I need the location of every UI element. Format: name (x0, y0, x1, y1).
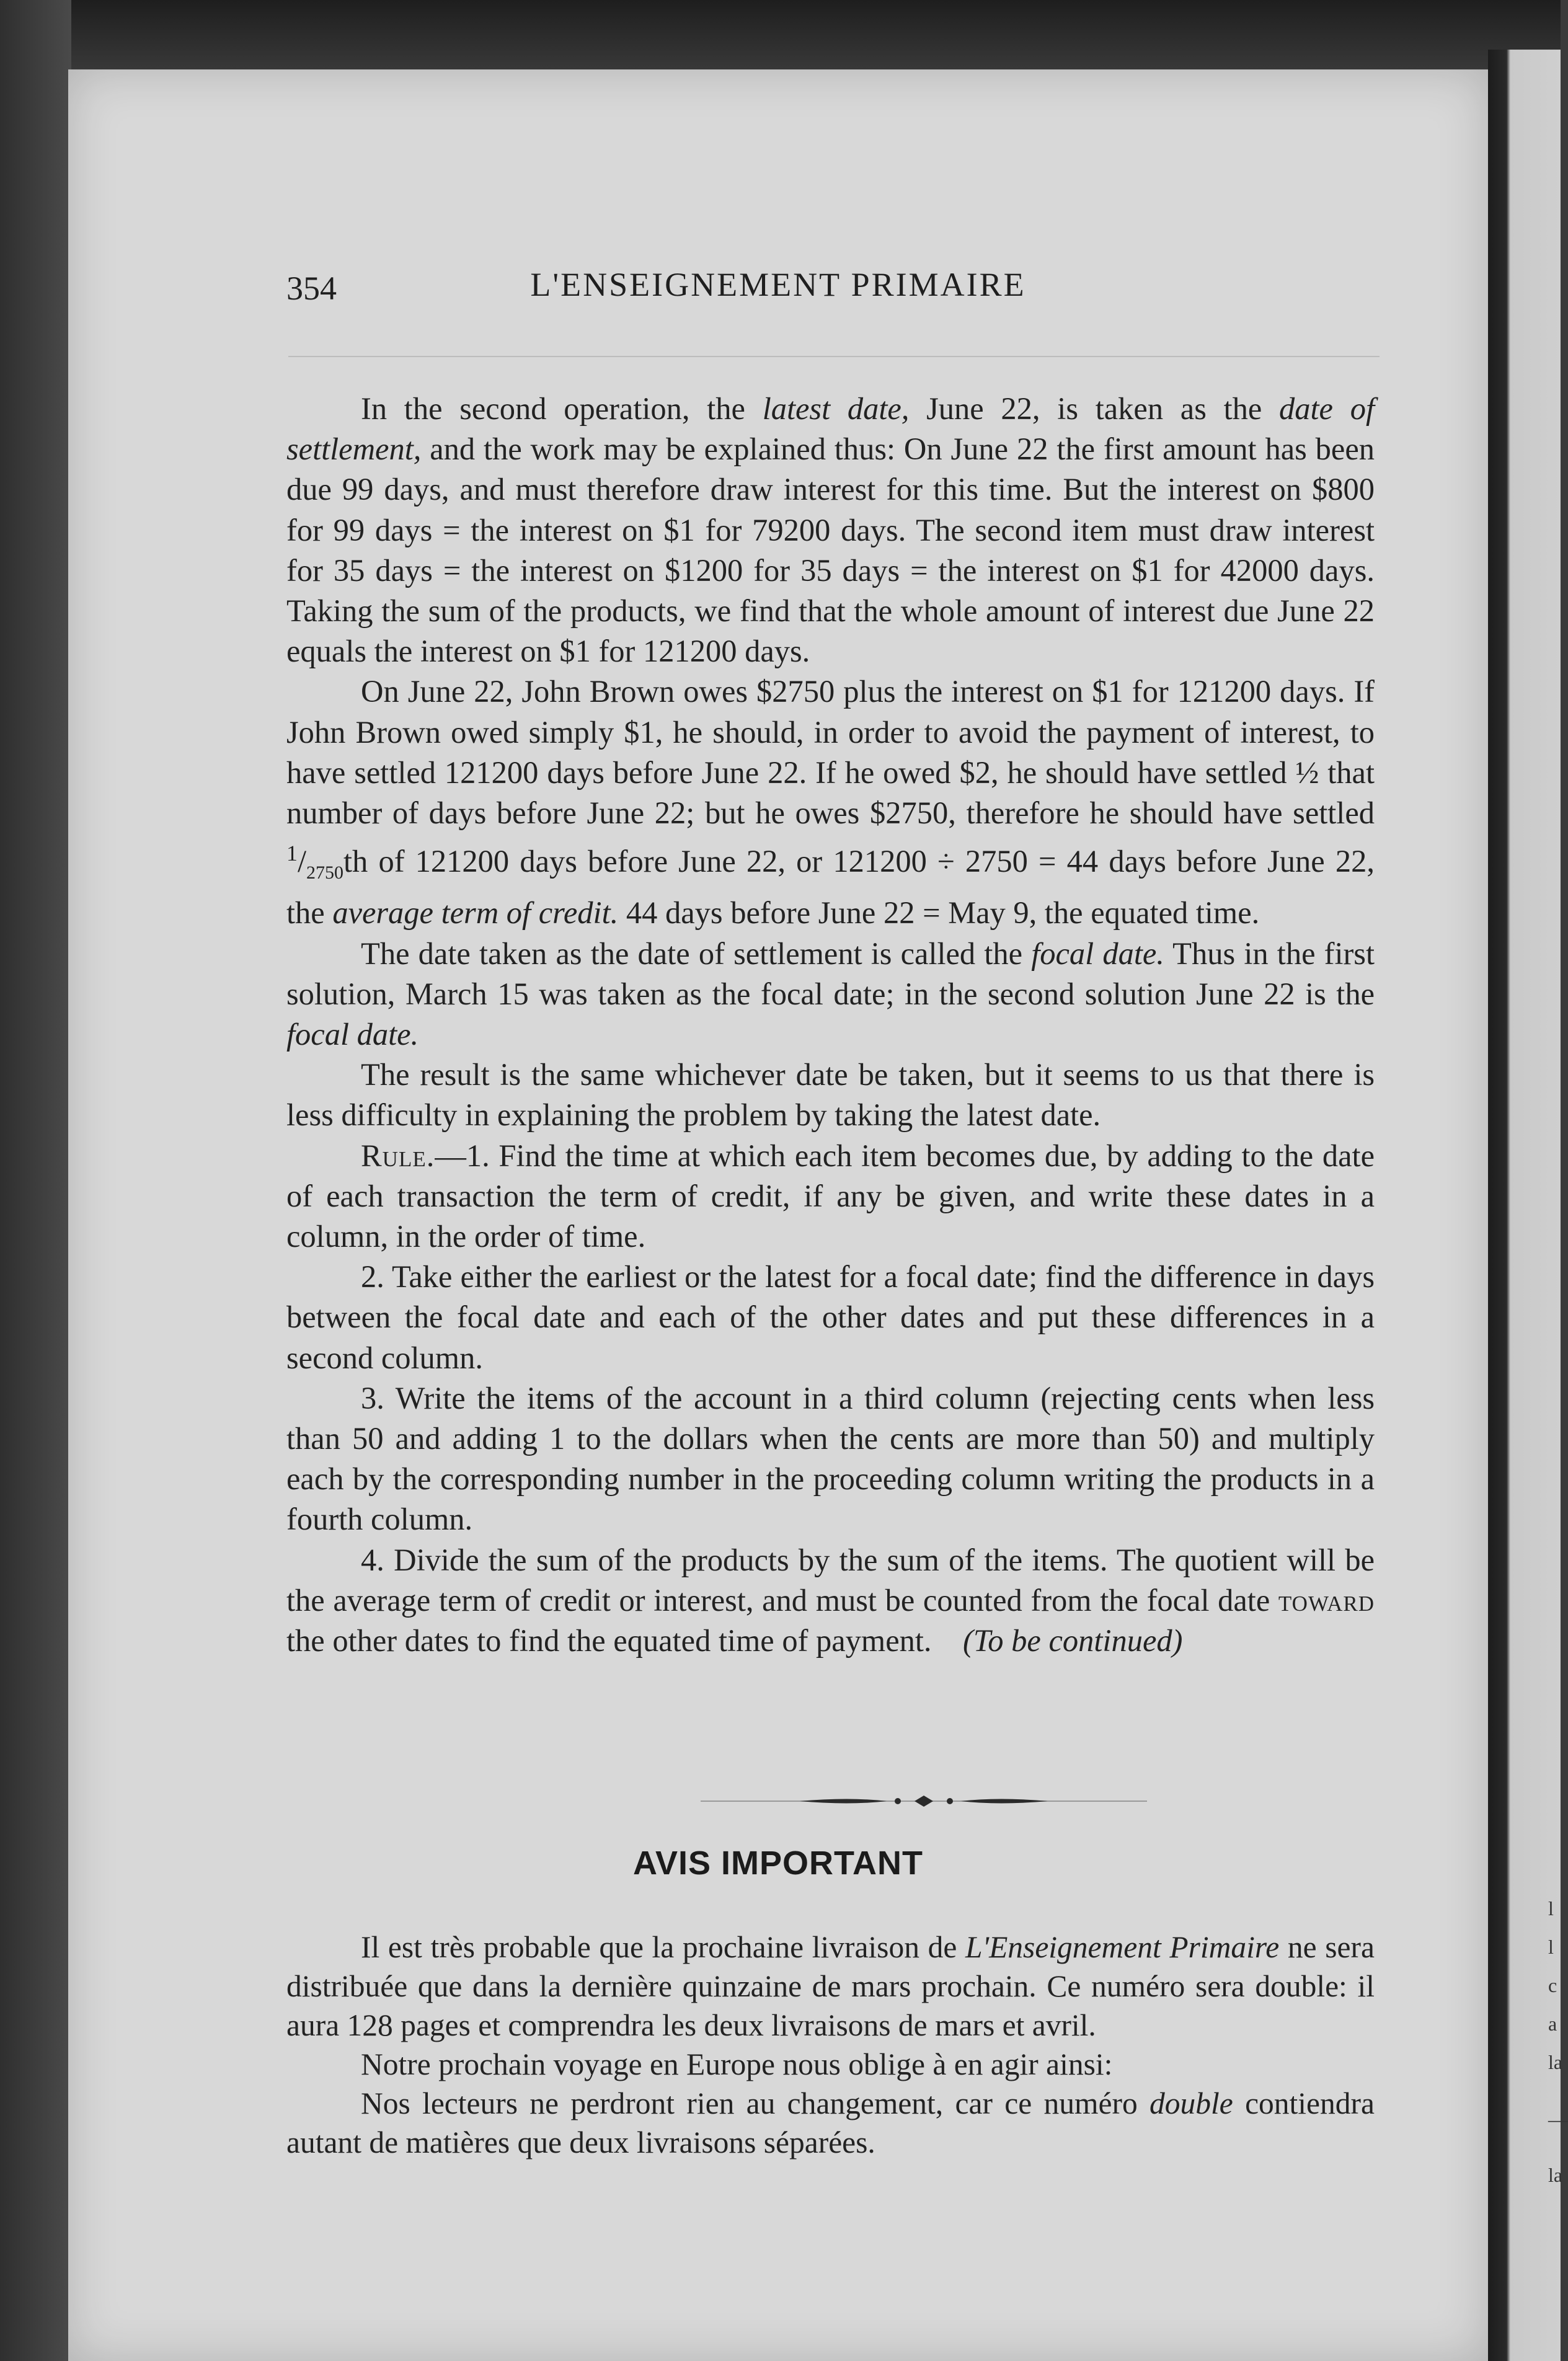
margin-fragment: a (1548, 2013, 1557, 2035)
margin-fragment: la (1548, 2051, 1563, 2073)
scan-background-top (0, 0, 1561, 74)
paragraph-result: The result is the same whichever date be taken, but it seems to us that there is less difficulty in explaining the problem by taking the latest date. (286, 1057, 1375, 1133)
notice-body (286, 1928, 1375, 2162)
text-run: ne sera distribuée que dans la dernière quinzaine de mars prochain. Ce numéro sera double: il aura 128 pages et comprendra les deux livraisons de mars et avril. (286, 1930, 1375, 2042)
page-header (68, 255, 1488, 311)
text-run: On June 22, John Brown owes $2750 plus the interest on $1 for 121200 days. If John Brown owed simply $1, he should, in order to avoid the payment of interest, to have settled 121200 days before June 22. If he owed $2, he should have settled ½ that number of days before June 22; but he owes $2750, therefore he should have settled (286, 674, 1375, 831)
text-run: th of 121200 days before June 22, or 121200 ÷ 2750 = 44 days before June 22, the (286, 844, 1375, 931)
text-run: Thus in the first solution, March 15 was taken as the focal date; in the second solution June 22 is the (286, 936, 1375, 1011)
fraction-numerator: 1 (286, 841, 298, 866)
text-run: the other dates to find the equated time of payment. (286, 1623, 932, 1659)
text-run: contiendra autant de matières que deux livraisons séparées. (286, 2086, 1375, 2159)
paragraph-focal-date (286, 934, 1375, 1055)
book-page (68, 69, 1488, 2361)
paragraph-second-operation (286, 389, 1375, 671)
margin-fragment: l (1548, 1897, 1554, 1920)
rule-step-3: 3. Write the items of the account in a third column (rejecting cents when less than 50 and adding 1 to the dollars when the cents are more than 50) and multiply each by the corresponding number in the proceeding column writing the products in a fourth column. (286, 1380, 1375, 1537)
text-run: June 22, is taken as the (909, 391, 1280, 426)
notice-heading: AVIS IMPORTANT (633, 1845, 923, 1882)
margin-fragment: la (1548, 2164, 1563, 2186)
article-body (286, 389, 1375, 1661)
rule-step-1 (286, 1136, 1375, 1257)
notice-paragraph: Notre prochain voyage en Europe nous oblige à en agir ainsi: (361, 2047, 1113, 2081)
emphasis-latest-date: latest date, (762, 391, 910, 426)
emphasis-double: double (1149, 2086, 1233, 2120)
rule-step-2: 2. Take either the earliest or the latest for a focal date; find the difference in days between the focal date and each of the other dates and put these differences in a second column. (286, 1259, 1375, 1375)
journal-title: L'Enseignement Primaire (965, 1930, 1280, 1964)
to-be-continued-note: (To be continued) (963, 1623, 1183, 1659)
text-run: 44 days before June 22 = May 9, the equated time. (618, 895, 1260, 931)
scan-left-edge (0, 0, 71, 2361)
running-title: L'ENSEIGNEMENT PRIMAIRE (530, 266, 1026, 303)
emphasis-date-of-settlement: date of settlement, (286, 391, 1375, 467)
text-run: —1. Find the time at which each item becomes due, by adding to the date of each transaction the term of credit, if any be given, and write these dates in a column, in the order of time. (286, 1138, 1375, 1254)
margin-fragment: c (1548, 1974, 1557, 1996)
text-run: 4. Divide the sum of the products by the sum of the items. The quotient will be the average term of credit or interest, and must be counted from the focal date (286, 1542, 1375, 1618)
margin-fragment: — (1548, 2108, 1568, 2130)
text-run: Nos lecteurs ne perdront rien au changement, car ce numéro (361, 2086, 1150, 2120)
emphasis-average-term: average term of credit. (332, 895, 619, 931)
page-number: 354 (286, 270, 337, 307)
emphasis-focal-date: focal date. (286, 1016, 419, 1052)
text-run: and the work may be explained thus: On June 22 the first amount has been due 99 days, and must therefore draw interest for this time. But the interest on $800 for 99 days = the interest on $1 for 79200 days. The second item must draw interest for 35 days = the interest on $1200 for 35 days = the interest on $1 for 42000 days. Taking the sum of the products, we find that the whole amount of interest due June 22 equals the interest on $1 for 121200 days. (286, 432, 1375, 669)
paragraph-john-brown: On June 22, John Brown owes $2750 plus the interest on $1 for 121200 days. If John Brown owed simply $1, he should, in order to avoid the payment of interest, to have settled 121200 days before June 22. If he owed $2, he should have settled ½ that number of days before June 22; but he owes $2750, therefore he should have settled $^1/_{2750}th$ of 121200 days before June 22, or 121200 ÷ 2750 = 44 days before June 22, the average term of credit. 44 days before June 22 = May 9, the equated time. (286, 674, 1375, 931)
header-rule (288, 356, 1380, 357)
notice-paragraph (286, 2084, 1375, 2162)
emphasis-focal-date: focal date. (1031, 936, 1164, 971)
small-caps-toward: toward (1278, 1582, 1375, 1618)
fraction-denominator: 2750 (306, 862, 344, 884)
ornamental-divider (701, 1792, 1147, 1810)
text-run: The date taken as the date of settlement is called the (361, 936, 1032, 971)
margin-fragment: l (1548, 1936, 1554, 1958)
rule-label: Rule. (361, 1138, 435, 1173)
rule-step-4 (286, 1540, 1375, 1662)
text-run: Il est très probable que la prochaine livraison de (361, 1930, 965, 1964)
notice-paragraph (286, 1928, 1375, 2045)
text-run: In the second operation, the (361, 391, 763, 426)
